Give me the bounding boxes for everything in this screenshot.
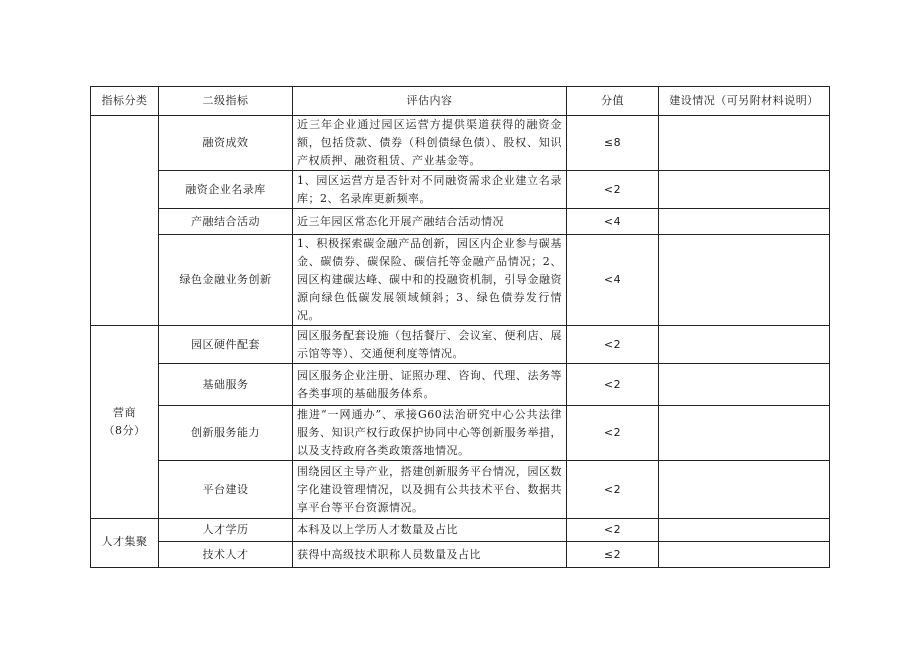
status-cell[interactable]	[659, 406, 830, 461]
indicator-cell: 融资成效	[159, 116, 293, 171]
content-cell: 园区服务企业注册、证照办理、咨询、代理、法务等各类事项的基础服务体系。	[293, 364, 567, 406]
indicator-cell: 人才学历	[159, 519, 293, 542]
table-row	[91, 209, 830, 235]
indicator-cell: 平台建设	[159, 461, 293, 519]
table-row	[91, 519, 830, 542]
indicator-cell: 绿色金融业务创新	[159, 235, 293, 326]
table-row	[91, 364, 830, 406]
content-cell: 推进“一网通办”、承接G60法治研究中心公共法律服务、知识产权行政保护协同中心等创新服务举措，以及支持政府各类政策落地情况。	[293, 406, 567, 461]
score-cell: <2	[567, 461, 659, 519]
content-cell: 1、积极探索碳金融产品创新，园区内企业参与碳基金、碳债券、碳保险、碳信托等金融产品情况；2、园区构建碳达峰、碳中和的投融资机制，引导金融资源向绿色低碳发展领域倾斜；3、绿色债券发行情况。	[293, 235, 567, 326]
content-cell: 本科及以上学历人才数量及占比	[293, 519, 567, 542]
table-row	[91, 326, 830, 364]
header-content: 评估内容	[293, 87, 567, 116]
score-cell: <2	[567, 406, 659, 461]
content-cell: 近三年企业通过园区运营方提供渠道获得的融资金额，包括贷款、债券（科创债绿色债）、股权、知识产权质押、融资租赁、产业基金等。	[293, 116, 567, 171]
table-row	[91, 171, 830, 209]
status-cell[interactable]	[659, 116, 830, 171]
score-cell: <2	[567, 326, 659, 364]
header-score: 分值	[567, 87, 659, 116]
score-cell: <2	[567, 171, 659, 209]
score-cell: <4	[567, 235, 659, 326]
indicator-cell: 基础服务	[159, 364, 293, 406]
content-cell: 园区服务配套设施（包括餐厅、会议室、便利店、展示馆等等）、交通便利度等情况。	[293, 326, 567, 364]
content-cell: 1、园区运营方是否针对不同融资需求企业建立名录库；2、名录库更新频率。	[293, 171, 567, 209]
score-cell: <2	[567, 519, 659, 542]
score-cell: <4	[567, 209, 659, 235]
status-cell[interactable]	[659, 209, 830, 235]
category-cell-talent	[91, 519, 159, 568]
table-row	[91, 406, 830, 461]
score-cell: ≤8	[567, 116, 659, 171]
category-cell-business	[91, 326, 159, 519]
header-indicator: 二级指标	[159, 87, 293, 116]
status-cell[interactable]	[659, 542, 830, 568]
indicator-cell: 创新服务能力	[159, 406, 293, 461]
indicator-cell: 技术人才	[159, 542, 293, 568]
status-cell[interactable]	[659, 519, 830, 542]
category-label: 营商	[113, 406, 136, 419]
content-cell: 围绕园区主导产业，搭建创新服务平台情况，园区数字化建设管理情况，以及拥有公共技术平台、数据共享平台等平台资源情况。	[293, 461, 567, 519]
status-cell[interactable]	[659, 326, 830, 364]
indicator-cell: 园区硬件配套	[159, 326, 293, 364]
content-cell: 获得中高级技术职称人员数量及占比	[293, 542, 567, 568]
status-cell[interactable]	[659, 461, 830, 519]
table-row	[91, 116, 830, 171]
table-row	[91, 461, 830, 519]
status-cell[interactable]	[659, 364, 830, 406]
table-row	[91, 235, 830, 326]
score-cell: <2	[567, 364, 659, 406]
content-cell: 近三年园区常态化开展产融结合活动情况	[293, 209, 567, 235]
category-cell-finance	[91, 116, 159, 326]
status-cell[interactable]	[659, 235, 830, 326]
table-row	[91, 542, 830, 568]
indicator-cell: 融资企业名录库	[159, 171, 293, 209]
indicator-cell: 产融结合活动	[159, 209, 293, 235]
category-label: 人才集聚	[101, 535, 148, 548]
category-score: （8分）	[103, 424, 146, 437]
header-row	[91, 87, 830, 116]
score-cell: ≤2	[567, 542, 659, 568]
header-status: 建设情况（可另附材料说明）	[659, 87, 830, 116]
header-category: 指标分类	[91, 87, 159, 116]
evaluation-table	[90, 86, 830, 568]
status-cell[interactable]	[659, 171, 830, 209]
